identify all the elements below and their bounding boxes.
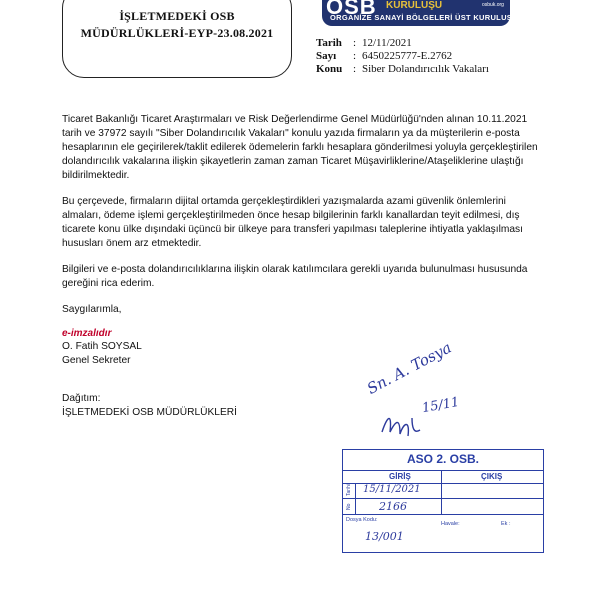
handwritten-date: 15/11 xyxy=(420,394,461,417)
number-separator: : xyxy=(353,50,357,62)
stamp-file-code: 13/001 xyxy=(365,530,404,543)
distribution-label: Dağıtım: xyxy=(62,393,101,404)
p2-line: almaları, ödeme işlemi gerçekleştirilmeden önce hesap bilgilerinin farklı kanallardan teyit edilmesi, dış xyxy=(62,210,520,221)
p1-line: hesaplarının ele geçirilerek/taklit edilerek ödemelerin farklı hesaplara gönderilmesi yoluyla gerçekleştirilen xyxy=(62,142,538,153)
handwritten-initials-icon xyxy=(378,410,424,440)
stamp-divider xyxy=(441,470,442,514)
stamp-transfer-label: Havale: xyxy=(441,521,460,527)
p2-line: hususları önem arz etmektedir. xyxy=(62,238,202,249)
stamp-divider xyxy=(343,498,543,499)
stamp-attachment-label: Ek : xyxy=(501,521,511,527)
number-label: Sayı xyxy=(316,50,337,62)
p2-line: ticarete konu ülke dışındaki üçüncü bir ülkeye para transferi yapılması taleplerine ihtiyatla yaklaşılması xyxy=(62,224,523,235)
document-subject: Siber Dolandırıcılık Vakaları xyxy=(362,63,489,75)
stamp-title: ASO 2. OSB. xyxy=(406,452,480,466)
document-number: 6450225777-E.2762 xyxy=(362,50,453,62)
stamp-in-number: 2166 xyxy=(379,500,407,513)
address-line-1: İŞLETMEDEKİ OSB xyxy=(119,9,235,23)
stamp-date-side: Tarihi xyxy=(346,484,352,496)
handwritten-note: Sn. A. Tosya xyxy=(364,338,455,398)
stamp-in-date: 15/11/2021 xyxy=(363,484,421,495)
signer-name: O. Fatih SOYSAL xyxy=(62,341,142,352)
stamp-divider xyxy=(343,514,543,515)
stamp-file-code-label: Dosya Kodu: xyxy=(346,517,378,523)
p1-line: Ticaret Bakanlığı Ticaret Araştırmaları ve Risk Değerlendirme Genel Müdürlüğü'nden alınan 10.11.2021 xyxy=(62,114,528,125)
subject-label: Konu xyxy=(316,63,343,75)
stamp-divider xyxy=(355,483,356,514)
subject-separator: : xyxy=(353,63,357,75)
stamp-divider xyxy=(343,470,543,471)
stamp-no-side: No xyxy=(346,503,352,510)
date-label: Tarih xyxy=(316,37,342,49)
p1-line: bildirilmektedir. xyxy=(62,170,130,181)
logo-subtitle: ORGANİZE SANAYİ BÖLGELERİ ÜST KURULUŞU xyxy=(330,13,518,22)
p3-line: Bilgileri ve e-posta dolandırıcılıklarına ilişkin olarak katılımcılara gerekli uyarıda bulunulması hususunda xyxy=(62,264,528,275)
logo-web-text: osbuk.org xyxy=(482,2,504,8)
stamp-in-label: GİRİŞ xyxy=(389,472,411,481)
stamp-out-label: ÇIKIŞ xyxy=(481,472,503,481)
document-date: 12/11/2021 xyxy=(362,37,412,49)
p3-line: gereğini rica ederim. xyxy=(62,278,155,289)
p1-line: tarih ve 37972 sayılı "Siber Dolandırıcılık Vakaları" konulu yazıda firmaların ya da müşterilerin e-posta xyxy=(62,128,520,139)
distribution-recipient: İŞLETMEDEKİ OSB MÜDÜRLÜKLERİ xyxy=(62,407,237,418)
incoming-stamp xyxy=(342,449,544,553)
date-separator: : xyxy=(353,37,357,49)
logo-kurulusu-text: KURULUŞU xyxy=(386,0,443,11)
p2-line: Bu çerçevede, firmaların dijital ortamda gerçekleştirdikleri yazışmalarda azami güvenlik önlemlerini xyxy=(62,196,506,207)
closing-line: Saygılarımla, xyxy=(62,304,122,315)
e-signature-note: e-imzalıdır xyxy=(62,328,112,339)
signer-title: Genel Sekreter xyxy=(62,355,131,366)
address-line-2: MÜDÜRLÜKLERİ-EYP-23.08.2021 xyxy=(80,26,274,40)
logo-osb-text: OSB xyxy=(326,0,377,19)
p1-line: dolandırıcılık vakalarına ilişkin şikayetlerin zaman zaman Ticaret Müşavirliklerine/Ataşeliklerine ulaştığı xyxy=(62,156,524,167)
